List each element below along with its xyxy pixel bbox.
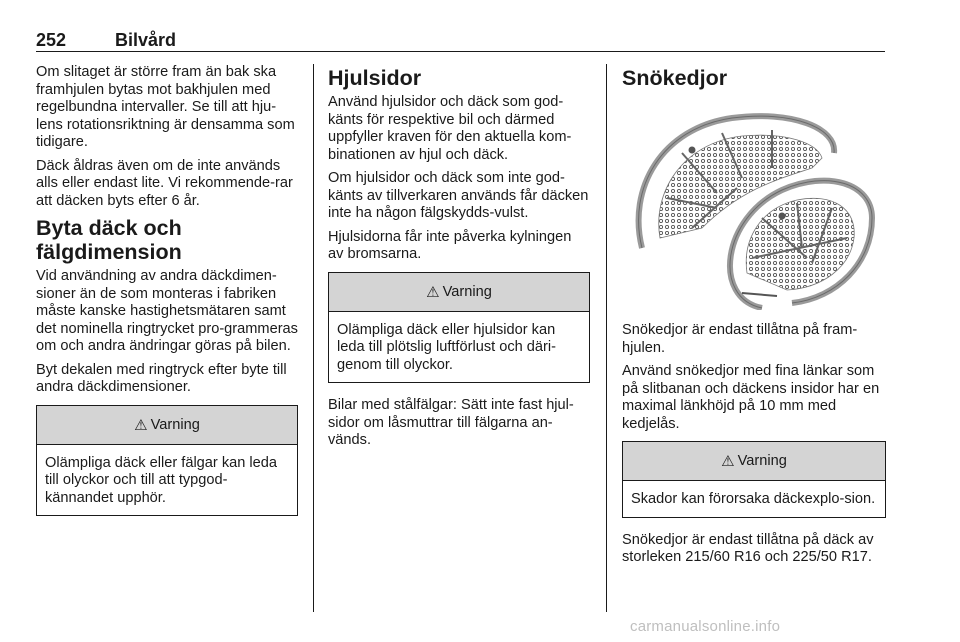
paragraph-pressure-label: Byt dekalen med ringtryck efter byte till andra däckdimensioner. bbox=[36, 361, 287, 395]
warning-text: Skador kan förorsaka däckexplo-sion. bbox=[631, 491, 876, 507]
paragraph-other-sizes: Vid användning av andra däckdimen-sioner än de som monteras i fabriken måste kanske hastighetsmätaren samt det nominella ringtrycket pro-grammeras om och andra ändringar göras på bilen. bbox=[36, 268, 298, 354]
warning-triangle-icon: ⚠ bbox=[134, 416, 148, 434]
warning-box bbox=[622, 441, 886, 518]
section-heading-wheel-covers: Hjulsidor bbox=[328, 66, 422, 90]
warning-label: Varning bbox=[737, 453, 787, 469]
warning-triangle-icon: ⚠ bbox=[426, 283, 440, 301]
warning-header bbox=[37, 406, 297, 445]
paragraph-unapproved-covers: Om hjulsidor och däck som inte god-känts av tillverkaren används får däcken inte ha någon fälgskydds-vulst. bbox=[328, 170, 589, 221]
warning-header bbox=[623, 442, 885, 481]
paragraph-approved-covers: Använd hjulsidor och däck som god-känts för respektive bil och därmed uppfyller kraven för den aktuella kom-binationen av hjul och däck. bbox=[328, 94, 572, 163]
page-header bbox=[36, 30, 884, 52]
warning-box bbox=[328, 272, 590, 384]
paragraph-fine-links: Använd snökedjor med fina länkar som på slitbanan och däckens insidor har en maximal länkhöjd på 10 mm med kedjelås. bbox=[622, 363, 880, 432]
warning-header bbox=[329, 273, 589, 312]
paragraph-brake-cooling: Hjulsidorna får inte påverka kylningen av bromsarna. bbox=[328, 228, 572, 262]
snow-chains-illustration bbox=[622, 98, 884, 310]
warning-box bbox=[36, 405, 298, 517]
running-title: Bilvård bbox=[115, 30, 177, 50]
column-left bbox=[36, 64, 298, 530]
section-heading-snow-chains: Snökedjor bbox=[622, 66, 728, 90]
column-middle bbox=[328, 64, 590, 456]
paragraph-tire-aging: Däck åldras även om de inte används alls eller endast lite. Vi rekommende-rar att däcken byts efter 6 år. bbox=[36, 157, 293, 209]
warning-label: Varning bbox=[442, 283, 492, 300]
paragraph-tire-sizes: Snökedjor är endast tillåtna på däck av storleken 215/60 R16 och 225/50 R17. bbox=[622, 531, 874, 565]
page-number: 252 bbox=[36, 30, 67, 50]
column-right bbox=[622, 64, 886, 573]
warning-label: Varning bbox=[150, 416, 200, 433]
warning-triangle-icon: ⚠ bbox=[721, 453, 735, 470]
section-heading-tire-size: Byta däck och fälgdimension bbox=[36, 216, 182, 264]
column-separator bbox=[313, 64, 314, 612]
watermark: carmanualsonline.info bbox=[630, 618, 781, 635]
warning-text: Olämpliga däck eller hjulsidor kan leda till plötslig luftförlust och däri-genom till olyckor. bbox=[337, 321, 557, 373]
paragraph-tire-rotation: Om slitaget är större fram än bak ska framhjulen bytas mot bakhjulen med regelbundna intervaller. Se till att hju-lens rotationsriktning är densamma som tidigare. bbox=[36, 64, 295, 150]
warning-text: Olämpliga däck eller fälgar kan leda till olyckor och till att typgod-kännandet upphör. bbox=[45, 454, 278, 506]
paragraph-steel-rims: Bilar med stålfälgar: Sätt inte fast hjul-sidor om låsmuttrar till fälgarna an-vänds. bbox=[328, 397, 574, 448]
column-separator bbox=[606, 64, 607, 612]
header-rule bbox=[36, 51, 885, 52]
paragraph-front-wheels: Snökedjor är endast tillåtna på fram-hjulen. bbox=[622, 322, 858, 356]
